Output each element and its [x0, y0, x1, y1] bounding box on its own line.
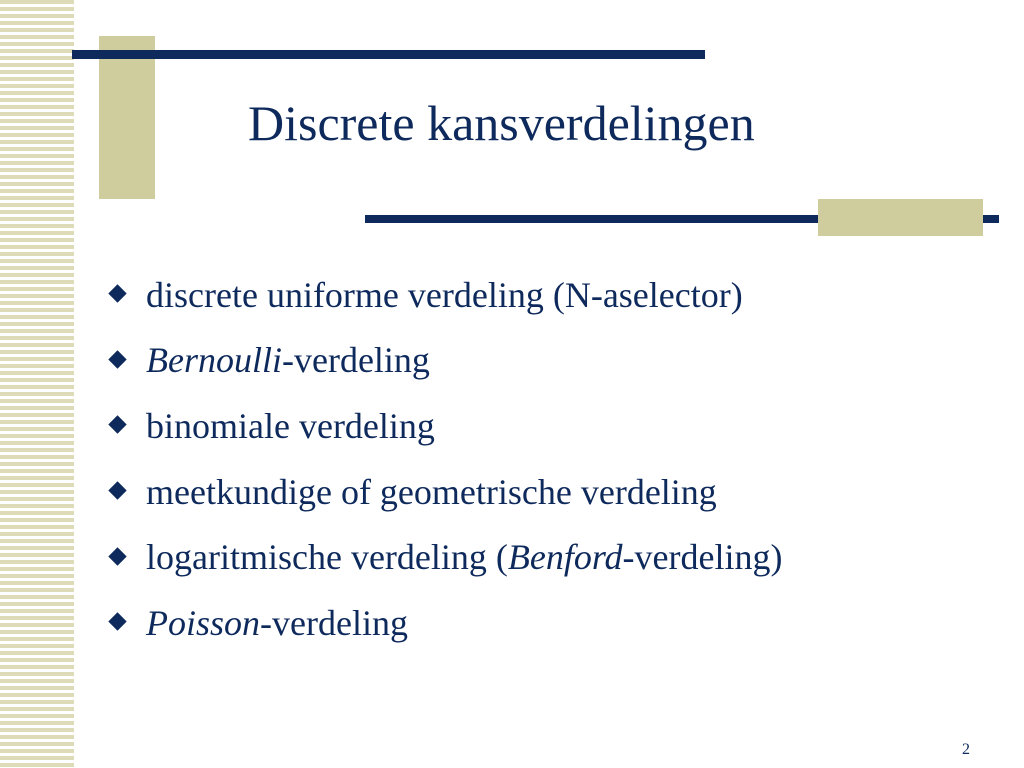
bullet-plain: -verdeling	[281, 340, 430, 381]
bullet-plain: discrete uniforme verdeling (N-aselector)	[146, 274, 743, 315]
bullet-item	[104, 524, 782, 590]
bullet-suffix-plain: -verdeling)	[622, 537, 783, 578]
slide-title: Discrete kansverdelingen	[248, 95, 755, 151]
bullet-text	[146, 274, 743, 316]
left-stripe-decoration	[0, 0, 74, 768]
bullet-text	[146, 602, 408, 644]
diamond-bullet-icon	[108, 285, 126, 303]
bullet-plain: meetkundige of geometrische verdeling	[146, 471, 717, 512]
diamond-bullet-icon	[108, 547, 126, 565]
bullet-item	[104, 262, 782, 328]
bullet-item	[104, 393, 782, 459]
bullet-list	[104, 262, 782, 656]
bullet-italic: Poisson	[146, 602, 261, 643]
title-rule-top	[72, 50, 705, 59]
page-number: 2	[962, 741, 970, 758]
bullet-text	[146, 536, 782, 578]
bullet-text	[146, 471, 717, 513]
diamond-bullet-icon	[108, 613, 126, 631]
diamond-bullet-icon	[108, 416, 126, 434]
bullet-item	[104, 590, 782, 656]
diamond-bullet-icon	[108, 481, 126, 499]
rule-accent-block	[818, 199, 983, 236]
bullet-text	[146, 339, 430, 381]
bullet-plain: -verdeling	[260, 602, 408, 643]
bullet-suffix-italic: Benford	[507, 537, 623, 578]
bullet-plain: logaritmische verdeling (	[146, 537, 508, 578]
diamond-bullet-icon	[108, 350, 126, 368]
title-accent-block	[99, 36, 155, 199]
bullet-italic: Bernoulli	[146, 340, 282, 381]
bullet-text	[146, 405, 435, 447]
bullet-item	[104, 459, 782, 525]
bullet-item	[104, 328, 782, 394]
bullet-plain: binomiale verdeling	[146, 405, 435, 446]
